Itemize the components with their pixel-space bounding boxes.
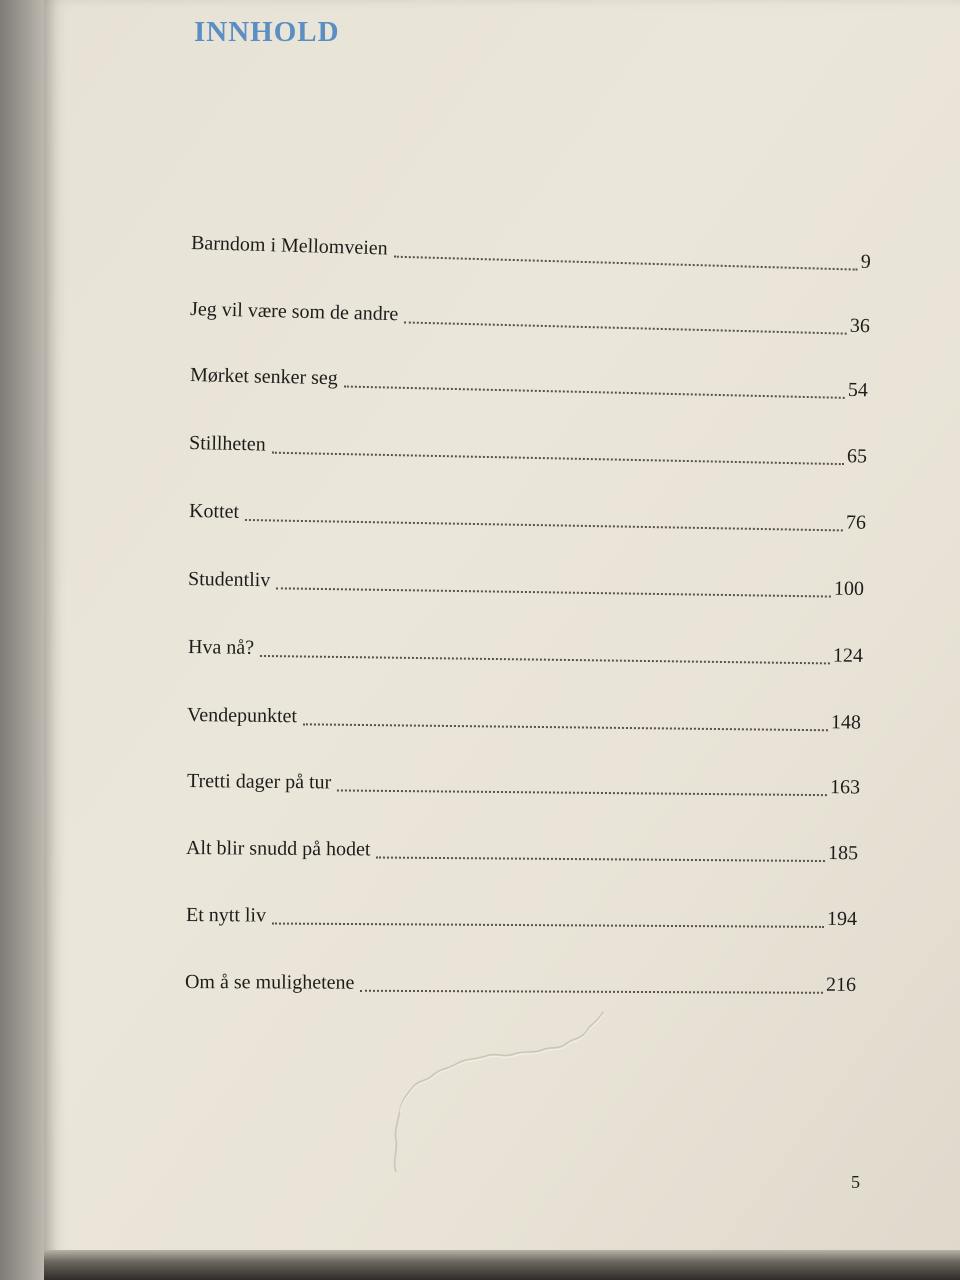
toc-entry-title: Studentliv	[187, 568, 271, 592]
toc-entry-page: 54	[847, 378, 869, 402]
toc-entry	[189, 500, 866, 542]
toc-dot-leader	[393, 256, 857, 271]
toc-entry-title: Om å se mulighetene	[184, 971, 355, 994]
toc-entry-title: Vendepunktet	[186, 704, 298, 728]
toc-entry	[191, 232, 872, 281]
toc-dot-leader	[344, 385, 845, 398]
toc-entry-page: 185	[827, 842, 859, 865]
toc-entry	[188, 636, 863, 675]
toc-entry-page: 9	[860, 250, 872, 273]
toc-dot-leader	[404, 321, 847, 334]
toc-entry-page: 163	[829, 776, 861, 799]
toc-dot-leader	[245, 519, 843, 531]
toc-heading: INNHOLD	[194, 16, 340, 48]
toc-entry	[186, 837, 858, 872]
toc-entry-title: Stillheten	[188, 432, 266, 456]
toc-entry	[190, 364, 869, 409]
toc-entry-title: Barndom i Mellomveien	[190, 232, 388, 260]
toc-entry-title: Tretti dager på tur	[186, 770, 332, 794]
toc-entry-page: 216	[825, 973, 857, 996]
toc-dot-leader	[376, 856, 825, 862]
toc-dot-leader	[272, 923, 824, 928]
toc-entry	[189, 432, 867, 476]
toc-entry-title: Kottet	[188, 500, 240, 523]
page-number: 5	[851, 1172, 860, 1192]
toc-entry	[186, 904, 857, 938]
toc-entry-page: 124	[832, 644, 864, 667]
toc-entry-page: 100	[833, 577, 865, 601]
toc-entry-page: 36	[849, 314, 871, 338]
toc-entry	[185, 971, 856, 1004]
toc-entry-page: 148	[830, 711, 862, 734]
toc-entry-page: 76	[845, 511, 867, 534]
toc-entry-page: 194	[826, 907, 858, 931]
toc-entry	[190, 298, 871, 345]
toc-entry-title: Et nytt liv	[185, 904, 267, 927]
toc-entry	[187, 770, 860, 806]
toc-entry	[188, 568, 864, 608]
toc-dot-leader	[303, 723, 828, 731]
toc-dot-leader	[272, 452, 844, 465]
toc-entry-title: Hva nå?	[187, 636, 255, 659]
toc-entry	[187, 704, 861, 742]
toc-entry-title: Mørket senker seg	[189, 364, 339, 390]
toc-dot-leader	[360, 990, 823, 994]
toc-dot-leader	[276, 587, 831, 597]
toc-dot-leader	[337, 789, 827, 796]
toc-entry-title: Jeg vil være som de andre	[189, 298, 399, 326]
toc-entry-page: 65	[846, 445, 868, 468]
toc-dot-leader	[260, 655, 830, 664]
toc-entry-title: Alt blir snudd på hodet	[185, 837, 371, 861]
